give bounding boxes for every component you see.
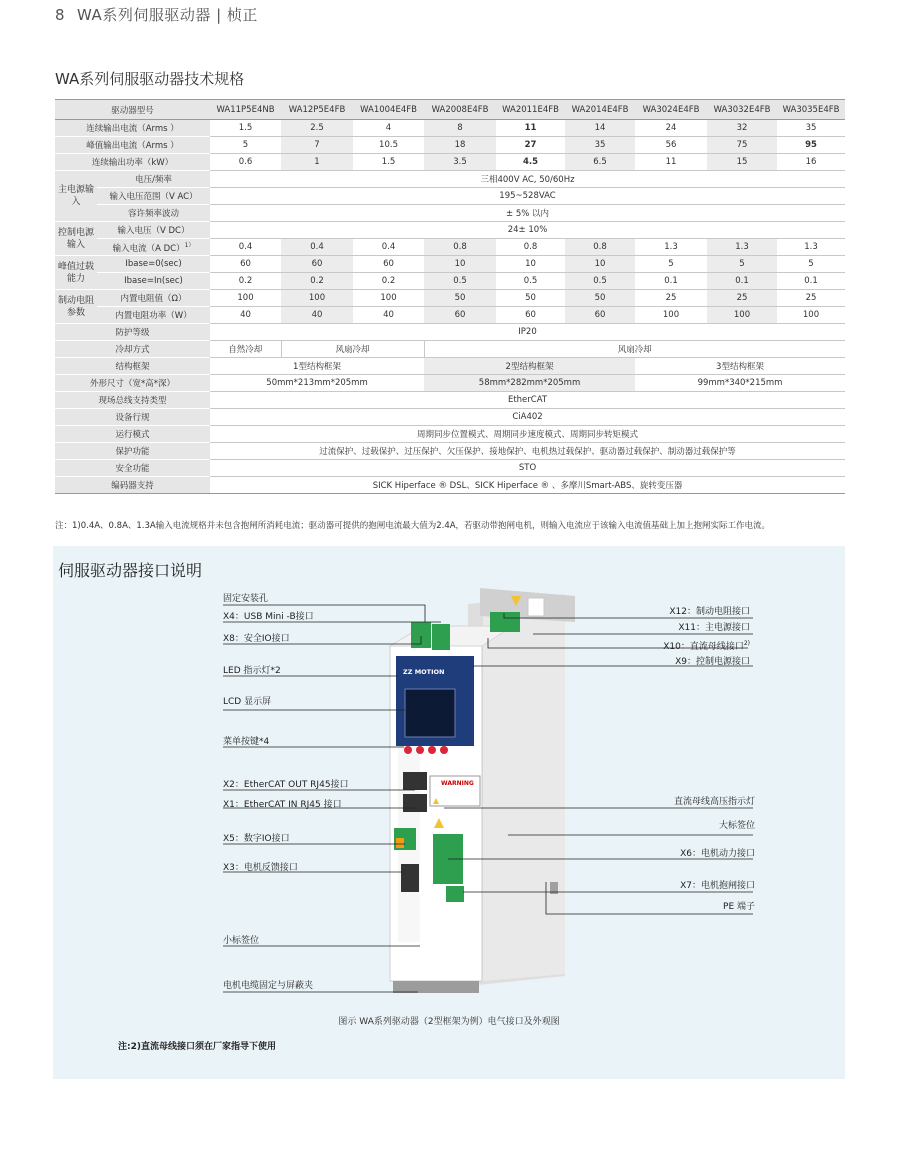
model-cell: WA2008E4FB — [424, 100, 496, 120]
label-x1-ethercat-in: X1：EtherCAT IN RJ45 接口 — [223, 800, 342, 810]
label-x2-ethercat-out: X2：EtherCAT OUT RJ45接口 — [223, 780, 349, 790]
row-label: 电压/频率 — [97, 171, 210, 188]
table-cell: 35 — [565, 137, 635, 154]
table-row — [55, 205, 845, 222]
table-cell: 58mm*282mm*205mm — [424, 375, 635, 392]
table-cell: 1.5 — [210, 120, 281, 137]
model-cell: WA3024E4FB — [635, 100, 707, 120]
label-small-tag: 小标签位 — [223, 936, 260, 946]
table-cell: 50 — [565, 290, 635, 307]
table-cell: 100 — [635, 307, 707, 324]
page-header — [55, 4, 258, 25]
table-cell: 1.3 — [635, 239, 707, 256]
table-cell: 100 — [353, 290, 424, 307]
label-led: LED 指示灯*2 — [223, 666, 281, 676]
table-cell: 3.5 — [424, 154, 496, 171]
table-cell: 6.5 — [565, 154, 635, 171]
table-cell: 1 — [281, 154, 353, 171]
table-cell: 25 — [777, 290, 845, 307]
lcd-screen — [405, 689, 455, 737]
table-cell: 0.4 — [281, 239, 353, 256]
row-label: 输入电压（V DC） — [97, 222, 210, 239]
table-cell: 3型结构框架 — [635, 358, 845, 375]
table-cell: 7 — [281, 137, 353, 154]
label-x4-usb: X4：USB Mini -B接口 — [223, 612, 314, 622]
x4-connector — [432, 624, 450, 650]
table-cell: 0.5 — [496, 273, 565, 290]
table-cell: 27 — [496, 137, 565, 154]
label-x5-digital-io: X5：数字IO接口 — [223, 834, 290, 844]
figure-caption: 图示 WA系列驱动器（2型框架为例）电气接口及外观图 — [338, 1017, 560, 1027]
model-cell: WA1004E4FB — [353, 100, 424, 120]
footnote-ref: 1） — [184, 242, 195, 250]
menu-button-4 — [440, 746, 448, 754]
table-cell: 0.5 — [565, 273, 635, 290]
spec-table — [55, 99, 845, 494]
table-row — [55, 375, 845, 392]
x1-rj45 — [403, 794, 427, 812]
table-cell: 100 — [210, 290, 281, 307]
row-label: 安全功能 — [55, 460, 210, 477]
table-cell: CiA402 — [210, 409, 845, 426]
table-cell: 0.5 — [424, 273, 496, 290]
table-cell: 10.5 — [353, 137, 424, 154]
label-x9-control-power: X9：控制电源接口 — [675, 657, 750, 667]
model-cell: WA3035E4FB — [777, 100, 845, 120]
row-label: 运行模式 — [55, 426, 210, 443]
row-label: 防护等级 — [55, 324, 210, 341]
table-row — [55, 120, 845, 137]
table-cell: 40 — [353, 307, 424, 324]
table-cell: 2型结构框架 — [424, 358, 635, 375]
row-label: Ibase=In(sec) — [97, 273, 210, 290]
table-cell: 50 — [424, 290, 496, 307]
row-label: 编码器支持 — [55, 477, 210, 494]
table-cell: 0.8 — [565, 239, 635, 256]
row-label: 容许频率波动 — [97, 205, 210, 222]
x11-connector — [528, 598, 544, 616]
table-cell: 25 — [635, 290, 707, 307]
table-cell: 0.1 — [635, 273, 707, 290]
table-cell: 100 — [777, 307, 845, 324]
table-cell: 4.5 — [496, 154, 565, 171]
table-cell: 5 — [635, 256, 707, 273]
table-cell: 自然冷却 — [210, 341, 281, 358]
table-cell: 40 — [210, 307, 281, 324]
label-pe-terminal: PE 端子 — [723, 902, 755, 912]
table-cell: 99mm*340*215mm — [635, 375, 845, 392]
table-row — [55, 154, 845, 171]
table-cell: IP20 — [210, 324, 845, 341]
table-cell: 15 — [707, 154, 777, 171]
group-label: 峰值过载能力 — [55, 256, 97, 290]
table-cell: 60 — [281, 256, 353, 273]
model-cell: WA12P5E4FB — [281, 100, 353, 120]
interface-panel — [53, 546, 845, 1079]
table-cell: 50mm*213mm*205mm — [210, 375, 424, 392]
table-cell: 0.1 — [707, 273, 777, 290]
table-row — [55, 273, 845, 290]
group-label: 制动电阻参数 — [55, 290, 97, 324]
table-row — [55, 443, 845, 460]
table-cell: SICK Hiperface ® DSL、SICK Hiperface ® 、多摩川Smart-ABS、旋转变压器 — [210, 477, 845, 494]
table-cell: 16 — [777, 154, 845, 171]
table-row — [55, 239, 845, 256]
table-row — [55, 477, 845, 494]
table-cell: 周期同步位置模式、周期同步速度模式、周期同步转矩模式 — [210, 426, 845, 443]
table-cell: 5 — [210, 137, 281, 154]
row-label: 内置电阻值（Ω） — [97, 290, 210, 307]
table-cell: 50 — [496, 290, 565, 307]
table-cell: 0.4 — [210, 239, 281, 256]
table-row — [55, 460, 845, 477]
row-label — [97, 239, 210, 256]
label-x10-dc-bus — [663, 638, 750, 653]
table-cell: 100 — [707, 307, 777, 324]
table-row — [55, 392, 845, 409]
table-cell: 24 — [635, 120, 707, 137]
label-menu-buttons: 菜单按键*4 — [223, 737, 270, 747]
table-cell: 24± 10% — [210, 222, 845, 239]
table-cell: 195~528VAC — [210, 188, 845, 205]
table-row — [55, 324, 845, 341]
table-cell: 1型结构框架 — [210, 358, 424, 375]
row-label: 连续输出电流（Arms ） — [55, 120, 210, 137]
row-label: 峰值输出电流（Arms ） — [55, 137, 210, 154]
x5-orange-latch — [396, 838, 404, 848]
label-x7-motor-brake: X7：电机抱闸接口 — [680, 881, 755, 891]
header-title: WA系列伺服驱动器 | 桢正 — [77, 6, 258, 24]
table-cell: 95 — [777, 137, 845, 154]
label-large-tag: 大标签位 — [718, 821, 755, 831]
row-label: 连续输出功率（kW） — [55, 154, 210, 171]
table-cell: 0.6 — [210, 154, 281, 171]
table-cell: 25 — [707, 290, 777, 307]
menu-button-2 — [416, 746, 424, 754]
table-cell: 100 — [281, 290, 353, 307]
footnote-ref: 2) — [743, 640, 750, 647]
table-row — [55, 409, 845, 426]
table-row — [55, 171, 845, 188]
table-cell: 0.8 — [496, 239, 565, 256]
table-cell: STO — [210, 460, 845, 477]
table-cell: 风扇冷却 — [424, 341, 845, 358]
x7-connector — [446, 886, 464, 902]
table-cell: 0.4 — [353, 239, 424, 256]
label-x3-feedback: X3：电机反馈接口 — [223, 863, 298, 873]
row-label: 冷却方式 — [55, 341, 210, 358]
table-row — [55, 358, 845, 375]
table-cell: 10 — [565, 256, 635, 273]
row-label: Ibase=0(sec) — [97, 256, 210, 273]
page-number: 8 — [55, 6, 66, 24]
table-cell: 5 — [707, 256, 777, 273]
table-cell: 56 — [635, 137, 707, 154]
table-cell: 5 — [777, 256, 845, 273]
footnote-2: 注:2)直流母线接口须在厂家指导下使用 — [118, 1042, 276, 1052]
spec-section-title: WA系列伺服驱动器技术规格 — [55, 70, 245, 88]
table-cell: 35 — [777, 120, 845, 137]
table-row — [55, 222, 845, 239]
row-label-text: 输入电流（A DC） — [112, 243, 185, 254]
label-x8-safety-io: X8：安全IO接口 — [223, 634, 290, 644]
table-row — [55, 307, 845, 324]
table-cell: 0.8 — [424, 239, 496, 256]
table-cell: 14 — [565, 120, 635, 137]
table-row — [55, 188, 845, 205]
label-x12-brake-resistor: X12：制动电阻接口 — [669, 607, 750, 617]
footnote-1: 注：1)0.4A、0.8A、1.3A输入电流规格并未包含抱闸所消耗电流；驱动器可提供的抱闸电流最大值为2.4A，若驱动带抱闸电机，则输入电流应于该输入电流值基础上加上抱闸实际工作电流。 — [55, 521, 771, 531]
row-label: 外形尺寸（宽*高*深） — [55, 375, 210, 392]
table-cell: 60 — [210, 256, 281, 273]
row-label: 现场总线支持类型 — [55, 392, 210, 409]
table-row — [55, 290, 845, 307]
model-cell: WA3032E4FB — [707, 100, 777, 120]
row-label: 内置电阻功率（W） — [97, 307, 210, 324]
table-cell: 0.2 — [353, 273, 424, 290]
warning-text: WARNING — [441, 780, 474, 787]
table-cell: 75 — [707, 137, 777, 154]
model-label: 驱动器型号 — [55, 100, 210, 120]
x3-dsub — [401, 864, 419, 892]
row-label: 输入电压范围（V AC） — [97, 188, 210, 205]
model-cell: WA11P5E4NB — [210, 100, 281, 120]
table-cell: 2.5 — [281, 120, 353, 137]
model-cell: WA2011E4FB — [496, 100, 565, 120]
menu-button-3 — [428, 746, 436, 754]
table-row — [55, 137, 845, 154]
label-x11-main-power: X11：主电源接口 — [678, 623, 750, 633]
table-header-row — [55, 100, 845, 120]
menu-button-1 — [404, 746, 412, 754]
table-row — [55, 256, 845, 273]
shield-clamp — [393, 981, 479, 993]
label-x6-motor-power: X6：电机动力接口 — [680, 849, 755, 859]
group-label: 主电源输入 — [55, 171, 97, 222]
label-cable-clamp: 电机电缆固定与屏蔽夹 — [223, 981, 314, 991]
model-cell: WA2014E4FB — [565, 100, 635, 120]
table-cell: ± 5% 以内 — [210, 205, 845, 222]
brand-logo: ZZ MOTION — [403, 668, 445, 676]
row-label: 设备行规 — [55, 409, 210, 426]
row-label: 保护功能 — [55, 443, 210, 460]
table-cell: 1.5 — [353, 154, 424, 171]
row-label: 结构框架 — [55, 358, 210, 375]
table-cell: 10 — [424, 256, 496, 273]
table-cell: 32 — [707, 120, 777, 137]
table-cell: 60 — [496, 307, 565, 324]
table-cell: 18 — [424, 137, 496, 154]
table-cell: 0.2 — [281, 273, 353, 290]
table-cell: 风扇冷却 — [281, 341, 424, 358]
table-cell: 1.3 — [777, 239, 845, 256]
x12-connector — [490, 612, 520, 632]
table-row — [55, 426, 845, 443]
group-label: 控制电源输入 — [55, 222, 97, 256]
x2-rj45 — [403, 772, 427, 790]
table-cell: 60 — [353, 256, 424, 273]
table-cell: 8 — [424, 120, 496, 137]
table-cell: EtherCAT — [210, 392, 845, 409]
table-cell: 40 — [281, 307, 353, 324]
table-row — [55, 341, 845, 358]
table-cell: 11 — [496, 120, 565, 137]
table-cell: 60 — [424, 307, 496, 324]
table-cell: 60 — [565, 307, 635, 324]
table-cell: 11 — [635, 154, 707, 171]
table-cell: 0.1 — [777, 273, 845, 290]
table-cell: 三相400V AC, 50/60Hz — [210, 171, 845, 188]
label-mounting-hole: 固定安装孔 — [223, 594, 269, 604]
label-dc-hv-led: 直流母线高压指示灯 — [673, 797, 755, 807]
table-cell: 过流保护、过载保护、过压保护、欠压保护、接地保护、电机热过载保护、驱动器过载保护、制动器过载保护等 — [210, 443, 845, 460]
table-cell: 10 — [496, 256, 565, 273]
table-cell: 1.3 — [707, 239, 777, 256]
interface-title: 伺服驱动器接口说明 — [58, 561, 203, 580]
label-x10-text: X10：直流母线接口 — [663, 642, 744, 652]
label-lcd: LCD 显示屏 — [223, 697, 272, 707]
table-cell: 4 — [353, 120, 424, 137]
device-side — [483, 594, 565, 981]
table-cell: 0.2 — [210, 273, 281, 290]
